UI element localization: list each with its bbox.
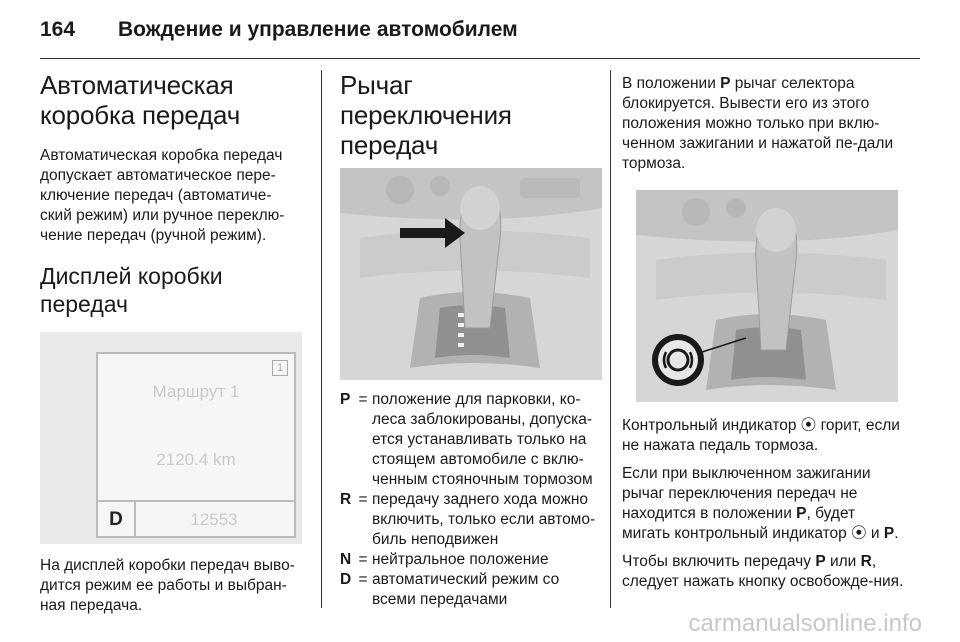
intro-paragraph: Автоматическая коробка передач допускает автоматическое пере-ключение передач (автоматиче-ский режим) или ручное переклю-чение передач (ручной режим). <box>40 147 285 244</box>
page-indicator: 1 <box>272 360 288 376</box>
text-fragment: . <box>894 525 899 542</box>
display-caption: На дисплей коробки передач выво-дится режим ее работы и выбран-ная передача. <box>40 557 295 614</box>
gear-lever-illustration <box>340 168 602 380</box>
legend-description: положение для парковки, ко-леса заблокированы, допуска-ется устанавливать только на стоящем автомобиле с вклю-ченным стояночным тормозом <box>372 391 593 488</box>
watermark: carmanualsonline.info <box>688 610 922 637</box>
gear-key-p: P <box>815 553 826 570</box>
text-fragment: Контрольный индикатор <box>622 417 801 434</box>
brake-indicator-icon: ⦿ <box>851 525 867 542</box>
paragraph-release-button <box>622 552 904 592</box>
header-divider <box>40 58 920 59</box>
text-fragment: , следует нажать кнопку освобожде-ния. <box>622 553 904 590</box>
text-fragment: или <box>825 553 861 570</box>
paragraph-indicator-on <box>622 416 904 456</box>
column-3 <box>622 74 904 592</box>
legend-row-n <box>340 550 602 570</box>
gear-indicator: D <box>98 502 136 538</box>
gear-key-p: P <box>720 75 731 92</box>
legend-row-p <box>340 390 602 490</box>
text-fragment: , будет мигать контрольный индикатор <box>622 505 856 542</box>
page-number: 164 <box>40 18 76 41</box>
text-fragment: горит, если не нажата педаль тормоза. <box>622 417 900 454</box>
legend-key: D <box>340 571 352 588</box>
text-fragment: и <box>866 525 884 542</box>
display-bottom-row <box>98 500 294 538</box>
odometer-value: 12553 <box>190 510 238 529</box>
section-heading-gear-lever: Рычаг переключения передач <box>340 70 512 160</box>
trip-distance: 2120.4 km <box>156 450 236 469</box>
trip-label: Маршрут 1 <box>152 382 240 401</box>
legend-description: автоматический режим со всеми передачами <box>372 571 560 608</box>
legend-row-r <box>340 490 602 550</box>
gear-lever-photo <box>340 168 602 380</box>
legend-row-d <box>340 570 602 610</box>
legend-equals: = <box>358 391 368 408</box>
gear-key-p: P <box>883 525 895 542</box>
text-fragment: рычаг селектора блокируется. Вывести его из этого положения можно только при вклю-ченном зажигании и нажатой пе-дали тормоза. <box>622 75 894 172</box>
paragraph-indicator-blinking <box>622 464 904 544</box>
gear-key-p: P <box>796 505 807 522</box>
legend-description: нейтральное положение <box>372 551 549 568</box>
column-divider-1 <box>321 70 322 608</box>
text-fragment: В положении <box>622 75 721 92</box>
legend-equals: = <box>358 571 368 588</box>
legend-key: N <box>340 551 352 568</box>
legend-equals: = <box>358 491 368 508</box>
brake-indicator-icon: ⦿ <box>800 417 817 434</box>
text-fragment: Если при выключенном зажигании рычаг переключения передач не находится в положении <box>622 465 871 522</box>
column-2 <box>340 70 602 610</box>
gear-lever-brake-illustration <box>636 190 898 402</box>
section-heading-automatic-transmission: Автоматическая коробка передач <box>40 70 241 130</box>
page-header <box>40 12 920 52</box>
gear-key-r: R <box>860 553 872 570</box>
legend-equals: = <box>358 551 368 568</box>
running-title: Вождение и управление автомобилем <box>118 18 518 41</box>
legend-key: R <box>340 491 352 508</box>
paragraph-p-lock <box>622 74 904 174</box>
gear-positions-legend <box>340 390 602 610</box>
brake-indicator-photo <box>636 190 898 402</box>
text-fragment: Чтобы включить передачу <box>622 553 816 570</box>
legend-key: P <box>340 391 351 408</box>
transmission-display-illustration <box>40 332 302 544</box>
column-divider-2 <box>610 70 611 608</box>
display-screen <box>96 352 296 538</box>
legend-description: передачу заднего хода можно включить, только если автомо-биль неподвижен <box>372 491 596 548</box>
column-1 <box>40 70 302 616</box>
subheading-transmission-display: Дисплей коробки передач <box>40 263 223 317</box>
